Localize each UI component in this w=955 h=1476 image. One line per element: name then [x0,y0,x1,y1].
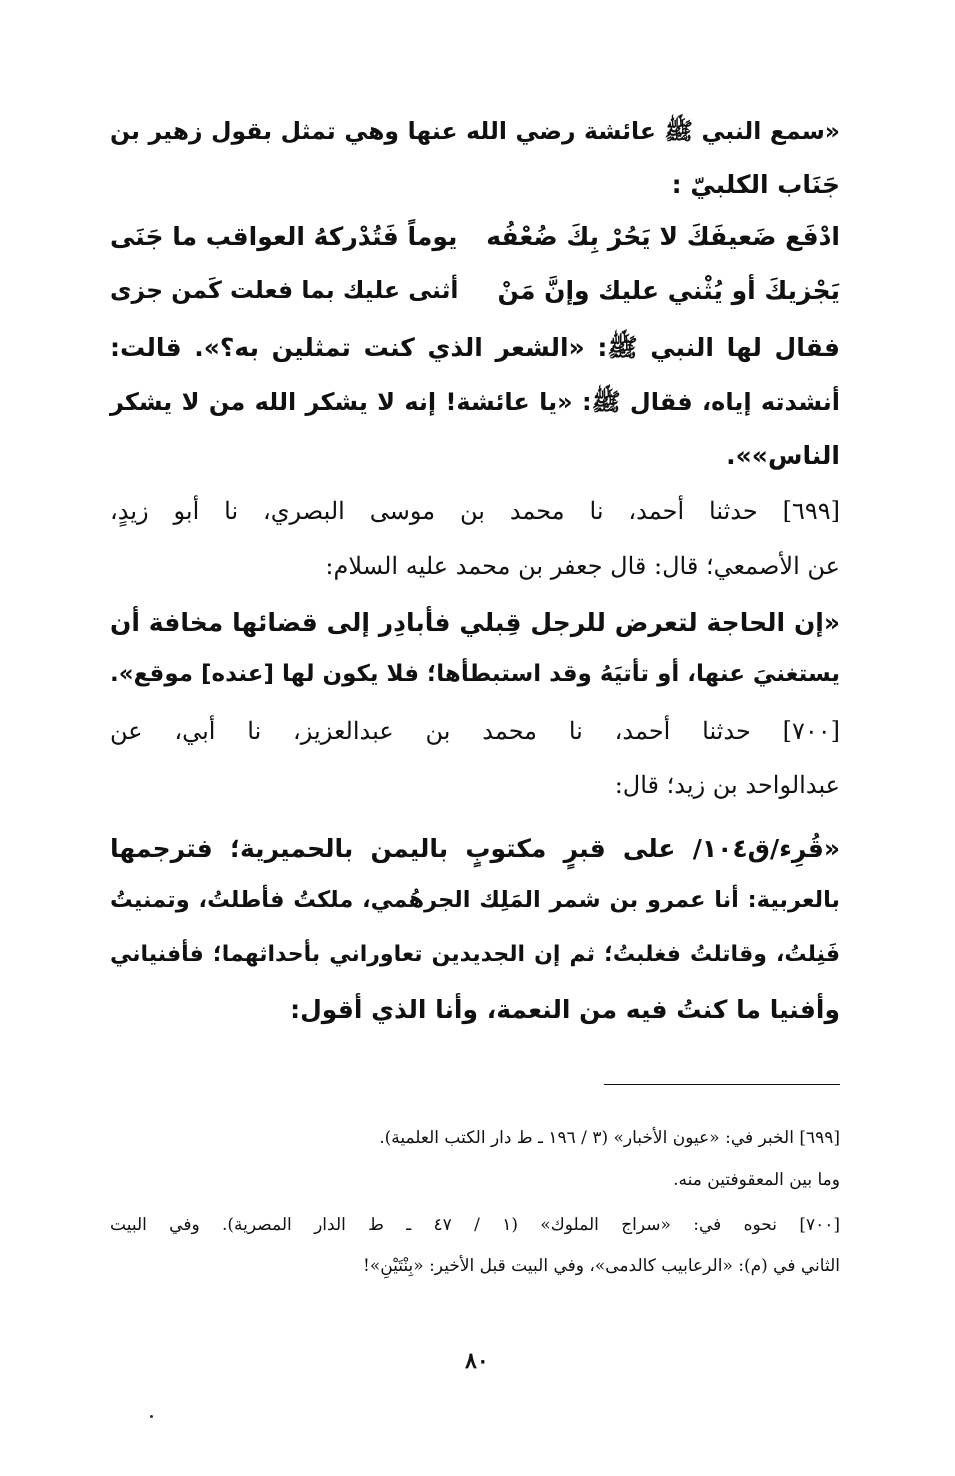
footnote-line: وما بين المعقوفتين منه. [673,1170,840,1190]
hadith-chain-line: [٧٠٠] حدثنا أحمد، نا محمد بن عبدالعزيز، نا أبي، عن [110,717,841,745]
scan-speck [150,1415,153,1418]
body-line: «قُرِء/ق١٠٤/ على قبرٍ مكتوبٍ باليمن بالحميرية؛ فترجمها [110,834,840,863]
body-line: فقال لها النبي ﷺ: «الشعر الذي كنت تمثلين به؟». قالت: [110,333,840,362]
verse-hemistich: يوماً فَتُدْركهُ العواقب ما جَنَى [110,222,458,251]
body-line: الناس»». [726,441,840,470]
book-page [110,0,840,1476]
page-number: ٨٠ [465,1348,489,1374]
body-line: وأفنيا ما كنتُ فيه من النعمة، وأنا الذي أقول: [290,995,840,1024]
hadith-chain-line: عبدالواحد بن زيد؛ قال: [614,771,840,799]
verse-line [110,222,840,262]
hadith-chain-line: عن الأصمعي؛ قال: قال جعفر بن محمد عليه السلام: [325,552,840,580]
footnote-line: [٧٠٠] نحوه في: «سراج الملوك» (١ / ٤٧ ـ ط الدار المصرية). وفي البيت [110,1215,840,1235]
body-line: بالعربية: أنا عمرو بن شمر المَلِك الجرهُمي، ملكتُ فأطلتُ، وتمنيتُ [110,887,840,913]
footnote-line: الثاني في (م): «الرعابيب كالدمى»، وفي البيت قبل الأخير: «بِنْتَيْنِ»! [362,1256,840,1276]
footnote-separator [604,1084,840,1085]
body-line: «إن الحاجة لتعرض للرجل قِبلي فأبادِر إلى قضائها مخافة أن [110,608,840,637]
verse-hemistich: ادْفَع ضَعيفَكَ لا يَحُرْ بِكَ ضُعْفُه [486,222,840,251]
body-line: جَنَاب الكلبيّ : [671,170,840,199]
body-line: فَنِلتُ، وقاتلتُ فغلبتُ؛ ثم إن الجديدين تعاوراني بأحداثهما؛ فأفنياني [110,942,840,967]
body-line: «سمع النبي ﷺ عائشة رضي الله عنها وهي تمثل بقول زهير بن [110,117,840,145]
verse-line [110,276,840,316]
verse-hemistich: يَجْزيكَ أو يُثْني عليك وإنَّ مَنْ [497,276,840,305]
footnote-line: [٦٩٩] الخبر في: «عيون الأخبار» (٣ / ١٩٦ ـ ط دار الكتب العلمية). [379,1128,840,1148]
body-line: يستغنيَ عنها، أو تأتيَهُ وقد استبطأها؛ فلا يكون لها [عنده] موقع». [109,661,840,687]
verse-hemistich: أثنى عليك بما فعلت كَمن جزى [110,276,459,304]
hadith-chain-line: [٦٩٩] حدثنا أحمد، نا محمد بن موسى البصري، نا أبو زيدٍ، [110,497,840,525]
body-line: أنشدته إياه، فقال ﷺ: «يا عائشة! إنه لا يشكر الله من لا يشكر [110,388,840,416]
